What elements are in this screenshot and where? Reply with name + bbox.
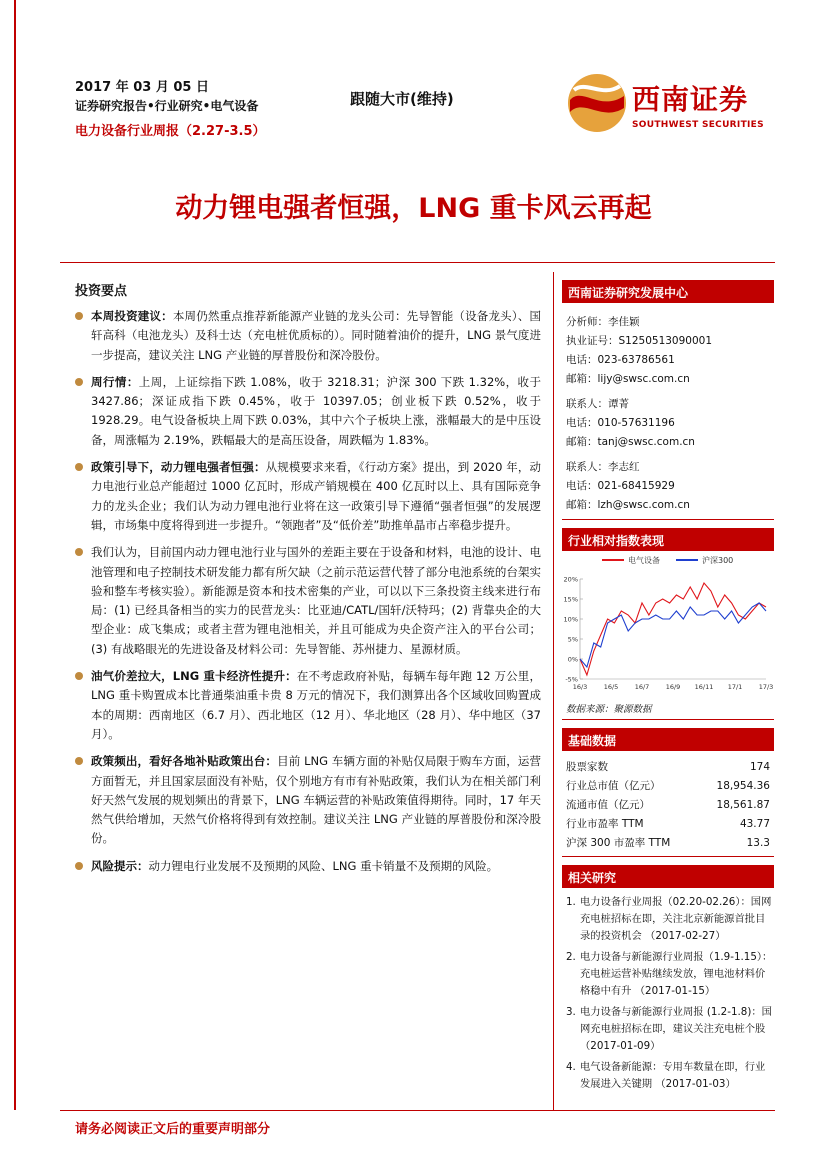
y-tick-label: 10%	[563, 615, 578, 624]
chart-heading: 行业相对指数表现	[562, 528, 774, 551]
basic-data-label: 流通市值（亿元）	[566, 799, 650, 811]
basic-data-row	[562, 757, 774, 776]
related-item[interactable]	[566, 1059, 774, 1093]
summary-item-text: 从规模要求来看，《行动方案》提出，到 2020 年，动力电池行业总产能超过 1000 亿瓦时，形成产销规模在 400 亿瓦时以上、具有国际竞争力的龙头企业；我们认为动力锂电池行业将在这一政策引导下遵循“强者恒强”的发展逻辑，市场集中度将得到进一步提升。“领跑者”及“低价差”助推单晶市占率稳步提升。	[91, 460, 542, 532]
basic-data-label: 行业总市值（亿元）	[566, 780, 661, 792]
bullet-icon	[75, 463, 83, 471]
x-tick-label: 16/7	[634, 683, 650, 691]
contact2-phone: 电话：021-68415929	[566, 480, 675, 492]
logo-cn-text: 西南证券	[632, 83, 749, 116]
related-item-number: 3.	[566, 1006, 576, 1018]
summary-item-text: 上周，上证综指下跌 1.08%，收于 3218.31；沪深 300 下跌 1.32%，收于 3427.86；深证成指下跌 0.45%，收于 10397.05；创业板下跌 0.52%，收于 1928.29。电气设备板块上周下跌 0.03%，其中六个子板块上涨，涨幅最大的是中压设备，周涨幅为 2.19%，跌幅最大的是高压设备，周跌幅为 1.83%。	[91, 374, 542, 447]
related-item-number: 2.	[566, 951, 576, 963]
basic-data-label: 沪深 300 市盈率 TTM	[566, 837, 671, 849]
company-logo	[566, 72, 766, 136]
analyst-license: 执业证号：S1250513090001	[566, 335, 713, 347]
basic-data-row	[562, 776, 774, 795]
legend-label: 沪深300	[702, 556, 734, 565]
x-tick-label: 17/3	[758, 683, 774, 691]
research-center-heading: 西南证券研究发展中心	[562, 280, 774, 303]
y-tick-label: 5%	[567, 635, 578, 644]
summary-item	[75, 307, 541, 365]
bullet-icon	[75, 757, 83, 765]
footer-divider	[60, 1110, 775, 1111]
bullet-icon	[75, 862, 83, 870]
analyst-block	[562, 313, 774, 515]
summary-item	[75, 667, 541, 744]
summary-item-text: 在不考虑政府补贴，每辆车每年跑 12 万公里，LNG 重卡购置成本比普通柴油重卡贵 8 万元的情况下，我们测算出各个区域收回购置成本的周期：西南地区（6.7 月）、西北地区（12 月）、华北地区（28 月）、华中地区（37 月）。	[91, 669, 541, 741]
basic-data-value: 174	[749, 760, 770, 773]
related-item[interactable]	[566, 949, 774, 1000]
summary-item-lead: 风险提示：	[91, 858, 149, 873]
related-item-text: 电力设备行业周报（02.20-02.26）：国网充电桩招标在即，关注北京新能源首批目录的投资机会 （2017-02-27）	[580, 896, 772, 942]
x-tick-label: 16/5	[603, 683, 619, 691]
analyst-email[interactable]: 邮箱：lijy@swsc.com.cn	[566, 373, 690, 385]
related-item-text: 电气设备新能源：专用车数量在即，行业发展进入关键期 （2017-01-03）	[580, 1061, 766, 1090]
bullet-icon	[75, 548, 83, 556]
contact2-email[interactable]: 邮箱：lzh@swsc.com.cn	[566, 499, 690, 511]
basic-data-label: 行业市盈率 TTM	[566, 818, 644, 830]
summary-list	[75, 307, 541, 876]
report-weekly-title: 电力设备行业周报（2.27-3.5）	[75, 124, 266, 139]
rating: 跟随大市(维持)	[350, 90, 454, 108]
analyst-phone: 电话：023-63786561	[566, 354, 675, 366]
page-title: 动力锂电强者恒强，LNG 重卡风云再起	[175, 193, 652, 224]
basic-data-table	[562, 757, 774, 852]
logo-en-text: SOUTHWEST SECURITIES	[632, 120, 764, 130]
series-line	[580, 603, 766, 667]
basic-data-value: 13.3	[746, 836, 770, 849]
basic-data-heading: 基础数据	[562, 728, 774, 751]
related-item-text: 电力设备与新能源行业周报（1.9-1.15）：充电桩运营补贴继续发放，锂电池材料价格稳中有升 （2017-01-15）	[580, 951, 773, 997]
legend-label: 电气设备	[628, 556, 660, 565]
contact1-name: 联系人：谭菁	[566, 398, 629, 410]
basic-data-label: 股票家数	[566, 761, 608, 773]
x-tick-label: 16/3	[572, 683, 588, 691]
summary-item-text: 我们认为，目前国内动力锂电池行业与国外的差距主要在于设备和材料，电池的设计、电池管理和电子控制技术研发能力都有所欠缺（之前示范运营代替了部分电池系统的台架实验和整车考核实验）。新能源是资本和技术密集的产业，可以以下三条投资主线来进行布局：(1) 已经具备相当的实力的民营龙头：比亚迪/CATL/国轩/沃特玛；(2) 背靠央企的大型企业：成飞集成；或者主营为锂电池相关，并且可能成为央企资产注入的平台公司；(3) 有战略眼光的先进设备及材料公司：先导智能、苏州捷力、星源材质。	[91, 545, 541, 656]
y-tick-label: -5%	[565, 675, 578, 684]
column-divider	[553, 272, 554, 1110]
basic-data-row	[562, 814, 774, 833]
left-accent-line	[14, 0, 16, 1110]
basic-data-value: 18,954.36	[716, 779, 770, 792]
related-item-number: 4.	[566, 1061, 576, 1073]
basic-data-row	[562, 795, 774, 814]
title-divider	[60, 262, 775, 263]
related-list	[562, 894, 774, 1093]
y-tick-label: 20%	[563, 575, 578, 584]
x-tick-label: 16/11	[694, 683, 714, 691]
index-chart-svg	[562, 551, 774, 701]
contact2-name: 联系人：李志红	[566, 461, 640, 473]
summary-item-lead: 周行情：	[91, 374, 139, 389]
analyst-name: 分析师：李佳颖	[566, 316, 640, 328]
summary-item-lead: 本周投资建议：	[91, 309, 173, 323]
bullet-icon	[75, 312, 83, 320]
footer-disclaimer[interactable]: 请务必阅读正文后的重要声明部分	[75, 1122, 271, 1137]
summary-item-text: 本周仍然重点推荐新能源产业链的龙头公司：先导智能（设备龙头）、国轩高科（电池龙头）及科士达（充电桩优质标的）。同时随着油价的提升，LNG 景气度进一步提高，建议关注 LNG 产业链的厚普股份和深冷股份。	[91, 309, 542, 362]
logo-mark-icon	[566, 72, 628, 134]
chart-source: 数据来源：聚源数据	[566, 704, 652, 715]
summary-item-text: 目前 LNG 车辆方面的补贴仅局限于购车方面，运营方面暂无，并且国家层面没有补贴，仅个别地方有市有补贴政策，我们认为在相关部门利好天然气发展的规划频出的背景下，LNG 车辆运营的补贴政策值得期待。同时，17 年天然气供给增加，天然气价格将得到有效控制。建议关注 LNG 产业链的厚普股份和深冷股份。	[91, 754, 541, 846]
basic-data-value: 43.77	[739, 817, 770, 830]
related-item-text: 电力设备与新能源行业周报 (1.2-1.8)：国网充电桩招标在即，建议关注充电桩个股 （2017-01-09）	[580, 1006, 772, 1052]
investment-summary	[75, 280, 541, 884]
y-tick-label: 15%	[563, 595, 578, 604]
basic-data-value: 18,561.87	[716, 798, 770, 811]
summary-item	[75, 543, 541, 659]
series-line	[580, 583, 766, 675]
report-date: 2017 年 03 月 05 日	[75, 80, 209, 95]
summary-item	[75, 752, 541, 848]
related-heading: 相关研究	[562, 865, 774, 888]
related-item-number: 1.	[566, 896, 576, 908]
summary-item-lead: 政策引导下，动力锂电强者恒强：	[91, 460, 266, 475]
sidebar	[562, 280, 774, 1097]
summary-item-text: 动力锂电行业发展不及预期的风险、LNG 重卡销量不及预期的风险。	[148, 858, 499, 873]
related-item[interactable]	[566, 894, 774, 945]
index-chart	[562, 551, 774, 701]
contact1-phone: 电话：010-57631196	[566, 417, 675, 429]
basic-data-row	[562, 833, 774, 852]
report-type: 证券研究报告•行业研究•电气设备	[75, 99, 259, 113]
x-tick-label: 17/1	[727, 683, 743, 691]
y-tick-label: 0%	[567, 655, 578, 664]
summary-item	[75, 373, 541, 450]
summary-item	[75, 458, 541, 535]
x-tick-label: 16/9	[665, 683, 681, 691]
summary-item	[75, 857, 541, 876]
summary-item-lead: 油气价差拉大，LNG 重卡经济性提升：	[91, 669, 297, 684]
bullet-icon	[75, 672, 83, 680]
summary-heading: 投资要点	[75, 284, 128, 299]
bullet-icon	[75, 378, 83, 386]
related-item[interactable]	[566, 1004, 774, 1055]
summary-item-lead: 政策频出，看好各地补贴政策出台：	[91, 754, 278, 769]
contact1-email[interactable]: 邮箱：tanj@swsc.com.cn	[566, 436, 695, 448]
